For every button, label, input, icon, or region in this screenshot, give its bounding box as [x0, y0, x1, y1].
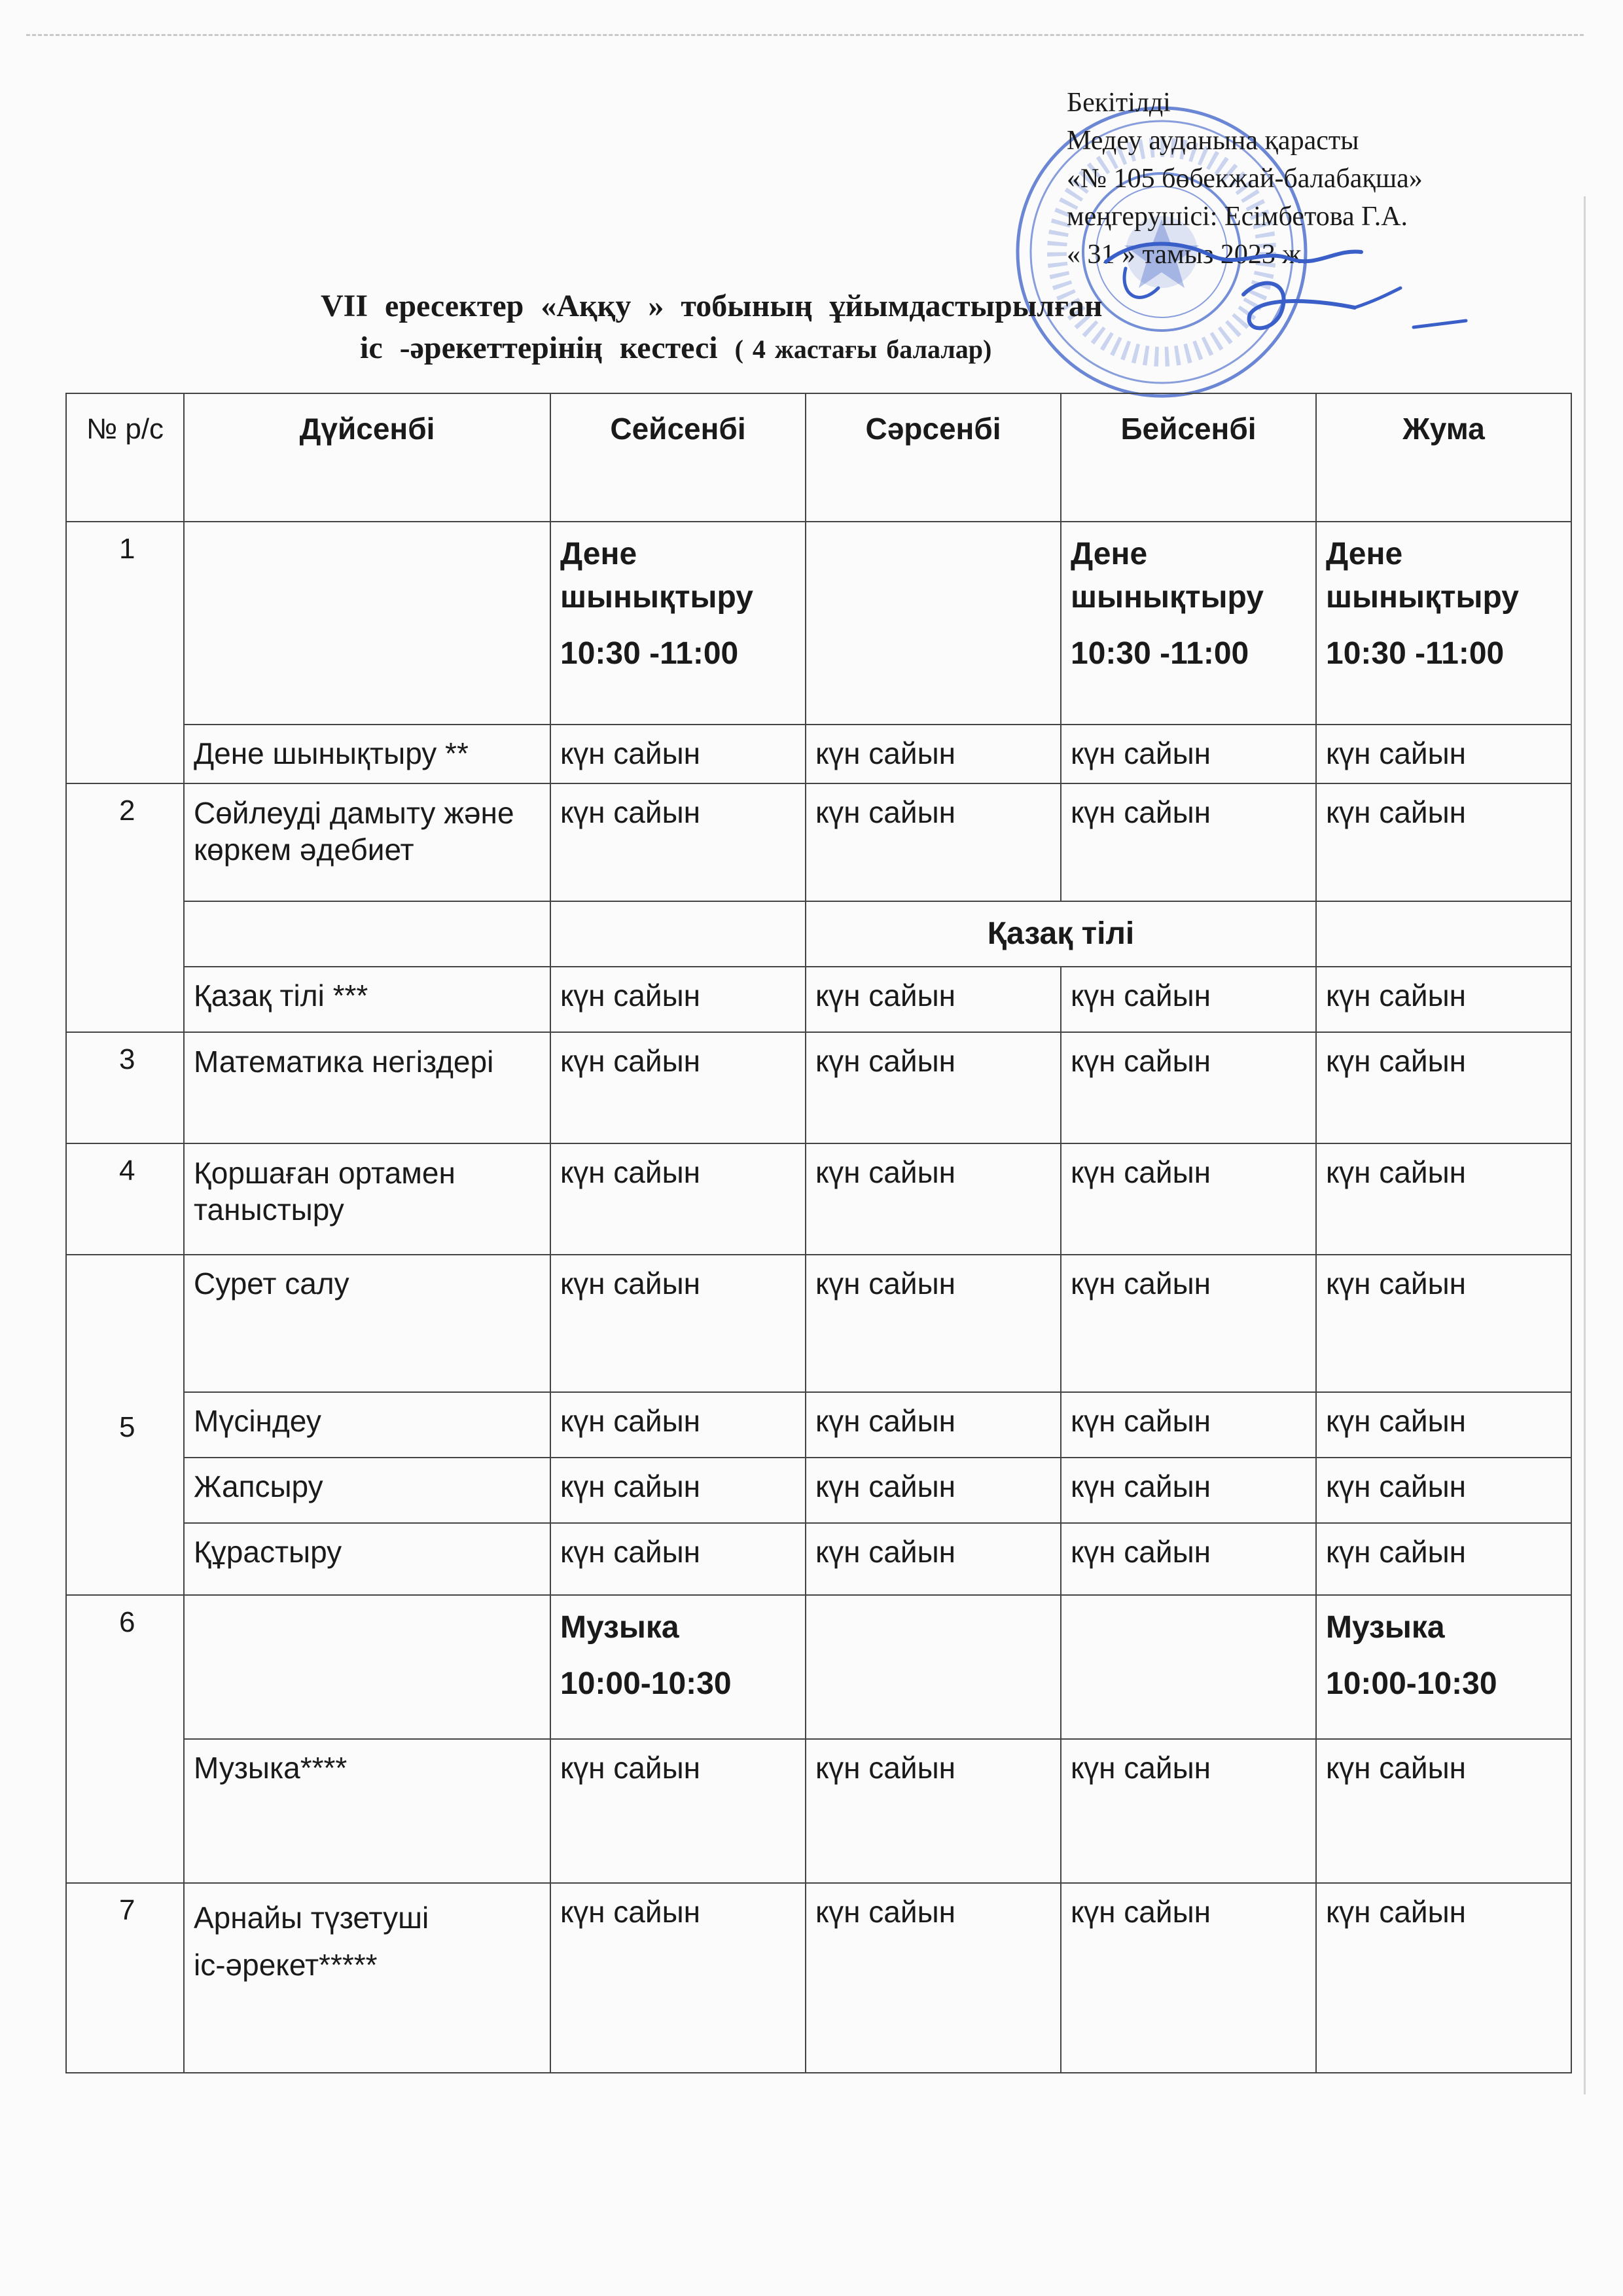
- table-row: [66, 1595, 1571, 1739]
- table-row: [66, 1255, 1571, 1392]
- table-row: [66, 967, 1571, 1032]
- daily-cell: күн сайын: [1316, 1883, 1571, 2073]
- daily-cell: күн сайын: [806, 967, 1061, 1032]
- row-number: 7: [66, 1883, 184, 2073]
- schedule-table: [65, 393, 1572, 2073]
- music-label: Музыка: [560, 1610, 679, 1645]
- daily-cell: күн сайын: [806, 1523, 1061, 1595]
- daily-cell: күн сайын: [1061, 1458, 1316, 1523]
- daily-cell: күн сайын: [1316, 783, 1571, 901]
- pe-cell-friday: [1316, 522, 1571, 725]
- table-row: [66, 1392, 1571, 1458]
- music-time: 10:00-10:30: [1326, 1666, 1497, 1701]
- document-title: [288, 285, 1400, 370]
- subject-name: [184, 1883, 550, 2073]
- music-label: Музыка: [1326, 1610, 1445, 1645]
- title-line-1: VII ересектер «Аққу » тобының ұйымдастырылған: [321, 289, 1103, 323]
- approval-line-3: «№ 105 бөбекжай-балабақша»: [1067, 164, 1423, 194]
- pe-time: 10:30 -11:00: [1326, 636, 1505, 671]
- row-number: 2: [66, 783, 184, 1032]
- approval-line-1: Бекітілді: [1067, 88, 1171, 118]
- daily-cell: күн сайын: [1316, 1392, 1571, 1458]
- table-row: [66, 1032, 1571, 1143]
- table-row: [66, 1143, 1571, 1255]
- daily-cell: күн сайын: [806, 1883, 1061, 2073]
- daily-cell: күн сайын: [550, 1392, 806, 1458]
- subject-name-line-1: Арнайы түзетуші: [194, 1901, 429, 1935]
- daily-cell: күн сайын: [1316, 1739, 1571, 1883]
- music-cell-friday: [1316, 1595, 1571, 1739]
- daily-cell: күн сайын: [1061, 1392, 1316, 1458]
- header-friday: Жума: [1316, 393, 1571, 522]
- daily-cell: күн сайын: [1061, 1739, 1316, 1883]
- header-row: [66, 393, 1571, 522]
- daily-cell: күн сайын: [1061, 1255, 1316, 1392]
- daily-cell: күн сайын: [1316, 1523, 1571, 1595]
- row-number: 6: [66, 1595, 184, 1883]
- row-number: 3: [66, 1032, 184, 1143]
- table-cell: [184, 522, 550, 725]
- daily-cell: күн сайын: [550, 783, 806, 901]
- daily-cell: күн сайын: [550, 725, 806, 783]
- table-cell: [1316, 901, 1571, 967]
- daily-cell: күн сайын: [1061, 1523, 1316, 1595]
- daily-cell: күн сайын: [550, 967, 806, 1032]
- music-time: 10:00-10:30: [560, 1666, 732, 1701]
- pe-time: 10:30 -11:00: [560, 636, 739, 671]
- header-wednesday: Сәрсенбі: [806, 393, 1061, 522]
- kazakh-header-cell: Қазақ тілі: [806, 901, 1316, 967]
- daily-cell: күн сайын: [1061, 967, 1316, 1032]
- daily-cell: күн сайын: [1316, 725, 1571, 783]
- table-cell: [184, 1595, 550, 1739]
- daily-cell: күн сайын: [806, 1392, 1061, 1458]
- daily-cell: күн сайын: [550, 1458, 806, 1523]
- daily-cell: күн сайын: [1316, 1032, 1571, 1143]
- table-cell: [184, 901, 550, 967]
- daily-cell: күн сайын: [1316, 1255, 1571, 1392]
- header-monday: Дүйсенбі: [184, 393, 550, 522]
- daily-cell: күн сайын: [1316, 1458, 1571, 1523]
- table-row: [66, 1739, 1571, 1883]
- top-dashed-rule: [26, 34, 1584, 36]
- table-row: [66, 1523, 1571, 1595]
- daily-cell: күн сайын: [550, 1739, 806, 1883]
- daily-cell: күн сайын: [1061, 1883, 1316, 2073]
- daily-cell: күн сайын: [550, 1523, 806, 1595]
- daily-cell: күн сайын: [806, 1739, 1061, 1883]
- subject-name: Құрастыру: [184, 1523, 550, 1595]
- subject-name: Математика негіздері: [184, 1032, 550, 1143]
- table-cell: [1061, 1595, 1316, 1739]
- subject-name: Дене шынықтыру **: [184, 725, 550, 783]
- pe-label: Дене шынықтыру: [1326, 537, 1519, 615]
- daily-cell: күн сайын: [1061, 725, 1316, 783]
- daily-cell: күн сайын: [550, 1143, 806, 1255]
- title-age-note: ( 4 жастағы балалар): [734, 334, 992, 364]
- pe-cell-tuesday: [550, 522, 806, 725]
- pe-label: Дене шынықтыру: [560, 537, 753, 615]
- daily-cell: күн сайын: [806, 725, 1061, 783]
- table-row: [66, 725, 1571, 783]
- header-num: № р/с: [66, 393, 184, 522]
- table-row: [66, 1458, 1571, 1523]
- daily-cell: күн сайын: [806, 1032, 1061, 1143]
- row-number: 4: [66, 1143, 184, 1255]
- pe-cell-thursday: [1061, 522, 1316, 725]
- daily-cell: күн сайын: [806, 1458, 1061, 1523]
- row-number: 5: [66, 1255, 184, 1595]
- subject-name: Қоршаған ортамен таныстыру: [184, 1143, 550, 1255]
- daily-cell: күн сайын: [1316, 1143, 1571, 1255]
- subject-name: Сөйлеуді дамыту және көркем әдебиет: [184, 783, 550, 901]
- table-row: [66, 1883, 1571, 2073]
- header-thursday: Бейсенбі: [1061, 393, 1316, 522]
- approval-line-4: меңгерушісі: Есімбетова Г.А.: [1067, 202, 1408, 232]
- row-number: 1: [66, 522, 184, 783]
- daily-cell: күн сайын: [1061, 783, 1316, 901]
- table-cell: [806, 1595, 1061, 1739]
- daily-cell: күн сайын: [806, 783, 1061, 901]
- subject-name: Сурет салу: [184, 1255, 550, 1392]
- daily-cell: күн сайын: [550, 1255, 806, 1392]
- daily-cell: күн сайын: [1061, 1143, 1316, 1255]
- daily-cell: күн сайын: [1061, 1032, 1316, 1143]
- right-scan-edge: [1584, 196, 1586, 2094]
- approval-line-2: Медеу ауданына қарасты: [1067, 126, 1359, 156]
- table-row: [66, 901, 1571, 967]
- title-line-2: [288, 327, 1400, 370]
- daily-cell: күн сайын: [550, 1883, 806, 2073]
- title-line-2-text: іс -әрекеттерінің кестесі: [360, 331, 718, 365]
- table-cell: [550, 901, 806, 967]
- daily-cell: күн сайын: [806, 1143, 1061, 1255]
- pe-time: 10:30 -11:00: [1071, 636, 1249, 671]
- subject-name: Қазақ тілі ***: [184, 967, 550, 1032]
- table-cell: [806, 522, 1061, 725]
- table-row: [66, 783, 1571, 901]
- daily-cell: күн сайын: [1316, 967, 1571, 1032]
- header-tuesday: Сейсенбі: [550, 393, 806, 522]
- approval-date: « 31 » тамыз 2023 ж.: [1067, 240, 1308, 270]
- daily-cell: күн сайын: [550, 1032, 806, 1143]
- table-row: [66, 522, 1571, 725]
- daily-cell: күн сайын: [806, 1255, 1061, 1392]
- music-cell-tuesday: [550, 1595, 806, 1739]
- subject-name: Жапсыру: [184, 1458, 550, 1523]
- pe-label: Дене шынықтыру: [1071, 537, 1264, 615]
- subject-name: Музыка****: [184, 1739, 550, 1883]
- subject-name: Мүсіндеу: [184, 1392, 550, 1458]
- subject-name-line-2: іс-әрекет*****: [194, 1948, 378, 1982]
